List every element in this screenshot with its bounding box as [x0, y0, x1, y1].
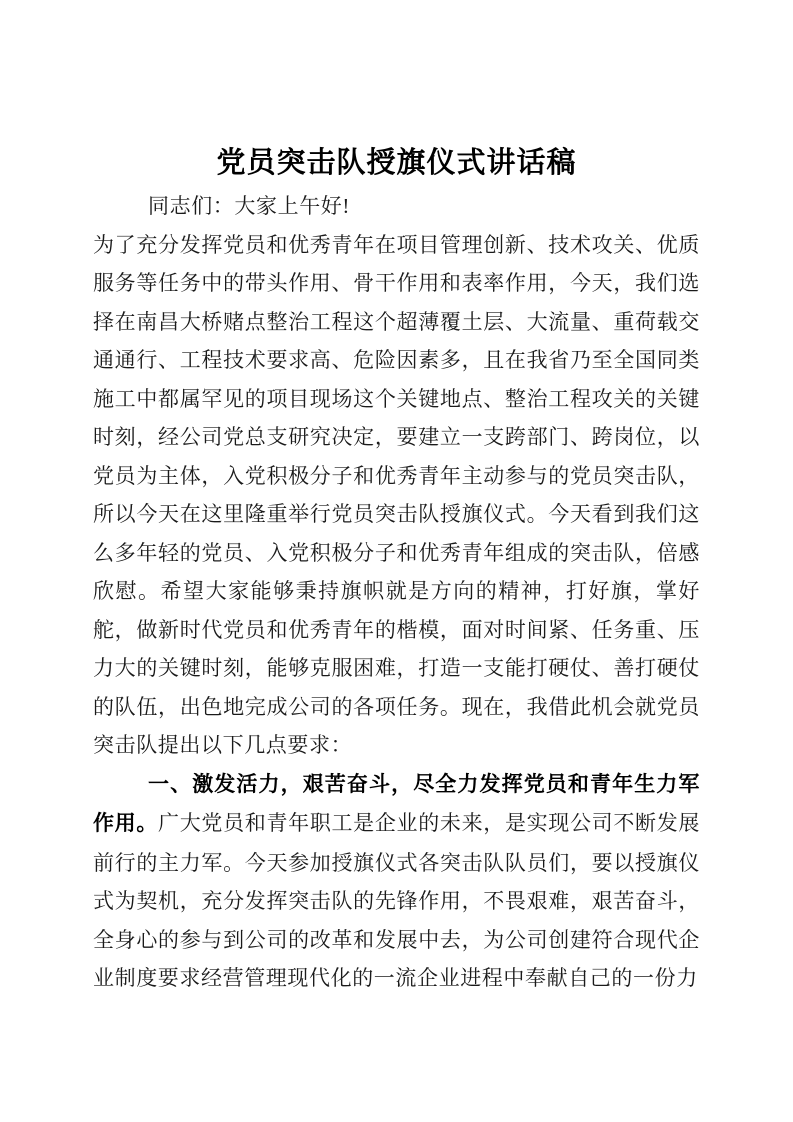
intro-paragraph: 为了充分发挥党员和优秀青年在项目管理创新、技术攻关、优质服务等任务中的带头作用、骨干作用和表率作用，今天，我们选择在南昌大桥赌点整治工程这个超薄覆土层、大流量、重荷载交通通行、工程技术要求高、危险因素多，且在我省乃至全国同类施工中都属罕见的项目现场这个关键地点、整治工程攻关的关键时刻，经公司党总支研究决定，要建立一支跨部门、跨岗位，以党员为主体，入党积极分子和优秀青年主动参与的党员突击队，所以今天在这里隆重举行党员突击队授旗仪式。今天看到我们这么多年轻的党员、入党积极分子和优秀青年组成的突击队，倍感欣慰。希望大家能够秉持旗帜就是方向的精神，打好旗，掌好舵，做新时代党员和优秀青年的楷模，面对时间紧、任务重、压力大的关键时刻，能够克服困难，打造一支能打硬仗、善打硬仗的队伍，出色地完成公司的各项任务。现在，我借此机会就党员突击队提出以下几点要求： — [93, 232, 700, 757]
document-title: 党员突击队授旗仪式讲话稿 — [216, 147, 577, 179]
greeting-paragraph: 同志们：大家上午好! — [148, 194, 350, 218]
document-content — [93, 145, 700, 998]
point-1-text: 广大党员和青年职工是企业的未来，是实现公司不断发展前行的主力军。今天参加授旗仪式各突击队队员们，要以授旗仪式为契机，充分发挥突击队的先锋作用，不畏艰难，艰苦奋斗，全身心的参与到公司的改革和发展中去，为公司创建符合现代企业制度要求经营管理现代化的一流企业进程中奉献自己的一份力 — [93, 811, 700, 990]
point-1-heading: 一、激发活力，艰苦奋斗，尽全力发挥党员和青年生力军作用。 — [93, 772, 700, 835]
point-1-paragraph — [93, 765, 700, 998]
